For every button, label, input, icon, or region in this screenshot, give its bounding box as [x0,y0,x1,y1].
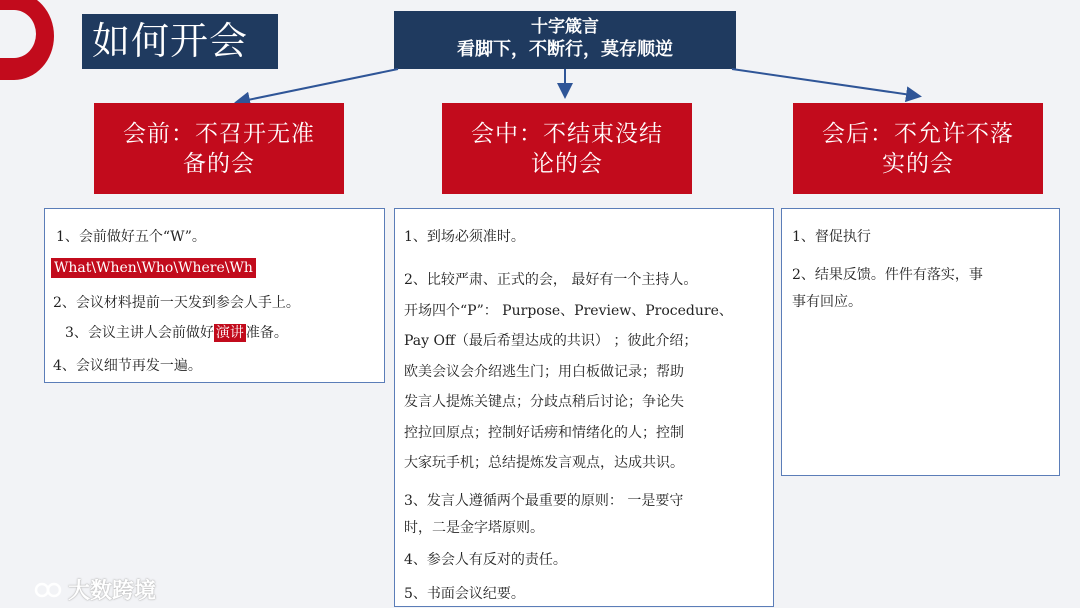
connector-arrows [0,0,1080,120]
during-item-2: 2、比较严肃、正式的会， 最好有一个主持人。 开场四个“P”： Purpose、Preview、Procedure、 Pay Off（最后希望达成的共识） ；彼此介绍； 欧美会议会介绍逃生门；用白板做记录；帮助 发言人提炼关键点；分歧点稍后讨论；争论失 控拉回原点；控制好话痨和情绪化的人；控制 大家玩手机；总结提炼发言观点，达成共识。 [404,272,733,471]
phase-before-header: 会前：不召开无准备的会 [94,103,344,194]
after-item-2: 2、结果反馈。件件有落实，事 事有回应。 [792,267,983,310]
during-item-1: 1、到场必须准时。 [404,229,525,245]
watermark [34,574,156,605]
speech-highlight: 演讲 [215,325,244,341]
during-item-5: 5、书面会议纪要。 [404,586,525,602]
brand-name: 大数跨境 [68,579,157,604]
during-item-3: 3、发言人遵循两个最重要的原则： 一是要守 时，二是金字塔原则。 [404,493,684,536]
phase-after-header: 会后：不允许不落实的会 [793,103,1043,194]
before-item-2: 2、会议材料提前一天发到参会人手上。 [53,295,300,311]
before-panel [44,208,385,383]
before-item-1: 1、会前做好五个“W”。 [56,229,206,245]
page-title: 如何开会 [82,14,278,69]
brand-logo-icon [34,579,62,601]
after-item-1: 1、督促执行 [792,229,871,245]
during-item-4: 4、参会人有反对的责任。 [404,552,567,568]
motto-title: 十字箴言 [531,17,599,37]
before-item-4: 4、会议细节再发一遍。 [53,358,202,374]
before-item-3: 3、会议主讲人会前做好 演讲 准备。 [65,325,288,341]
phase-during-header: 会中：不结束没结论的会 [442,103,692,194]
arrow-to-before [238,69,398,102]
motto-text: 看脚下，不断行，莫存顺逆 [457,39,673,60]
after-panel [781,208,1060,476]
five-w-highlight: What\When\Who\Where\Wh [51,258,256,278]
during-panel [394,208,774,607]
arrow-to-after [732,69,918,96]
